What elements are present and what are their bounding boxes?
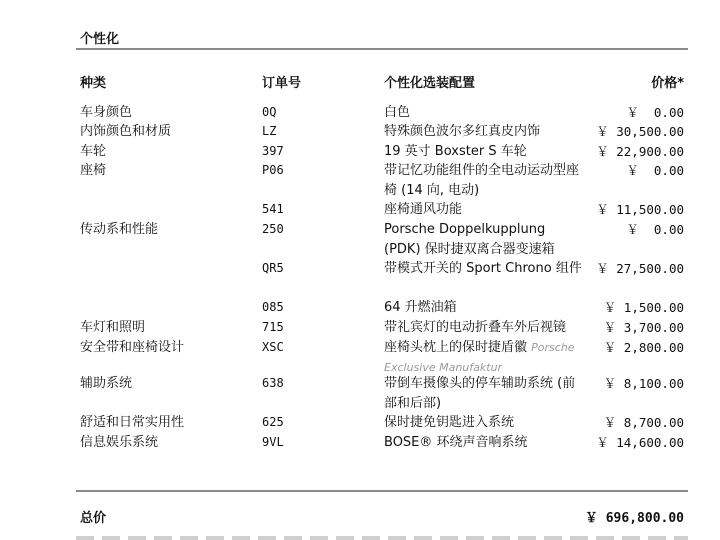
row-price: ￥ 22,900.00 [596,144,684,159]
row-order-number: XSC [262,340,284,354]
header-category: 种类 [80,76,107,91]
row-config: 座椅通风功能 [384,202,463,217]
row-config: 带礼宾灯的电动折叠车外后视镜 [384,320,567,335]
row-config: 19 英寸 Boxster S 车轮 [384,144,527,159]
row-config-note: Porsche Exclusive Manufaktur [384,341,575,374]
row-category: 内饰颜色和材质 [80,124,172,139]
row-order-number: 638 [262,376,284,390]
row-config: 64 升燃油箱 [384,300,457,315]
row-price: ￥ 0.00 [626,105,684,120]
row-config: Porsche Doppelkupplung (PDK) 保时捷双离合器变速箱 [384,222,555,257]
cut-off-text-line [76,536,688,540]
row-category: 舒适和日常实用性 [80,415,185,430]
row-category: 辅助系统 [80,376,133,391]
row-order-number: 0Q [262,105,277,119]
row-order-number: P06 [262,163,284,177]
row-config: 带记忆功能组件的全电动运动型座椅 (14 向, 电动) [384,163,580,198]
row-price: ￥ 8,700.00 [603,415,684,430]
row-order-number: 250 [262,222,284,236]
header-order-number: 订单号 [262,76,302,91]
row-config: 带模式开关的 Sport Chrono 组件 [384,261,582,276]
total-value: ￥ 696,800.00 [584,511,684,526]
row-price: ￥ 2,800.00 [603,340,684,355]
row-order-number: 715 [262,320,284,334]
row-price: ￥ 3,700.00 [603,320,684,335]
row-category: 座椅 [80,163,107,178]
row-order-number: 397 [262,144,284,158]
row-config [384,338,584,377]
section-title: 个性化 [80,32,120,47]
row-category: 车轮 [80,144,107,159]
row-price: ￥ 1,500.00 [603,300,684,315]
row-category: 车灯和照明 [80,320,146,335]
row-price: ￥ 8,100.00 [603,376,684,391]
header-price: 价格* [651,76,684,91]
row-config: 白色 [384,105,411,120]
row-category: 信息娱乐系统 [80,435,159,450]
table-header [0,72,720,92]
row-price: ￥ 11,500.00 [596,202,684,217]
row-config: BOSE® 环绕声音响系统 [384,435,528,450]
total-label: 总价 [80,511,107,526]
row-order-number: 085 [262,300,284,314]
row-category: 安全带和座椅设计 [80,340,185,355]
row-config: 特殊颜色波尔多红真皮内饰 [384,124,541,139]
row-price: ￥ 0.00 [626,222,684,237]
row-order-number: 541 [262,202,284,216]
row-price: ￥ 0.00 [626,163,684,178]
bottom-divider [76,490,688,492]
row-price: ￥ 14,600.00 [596,435,684,450]
header-config: 个性化选装配置 [384,76,476,91]
row-order-number: 625 [262,415,284,429]
row-category: 车身颜色 [80,105,133,120]
row-order-number: QR5 [262,261,284,275]
row-price: ￥ 27,500.00 [596,261,684,276]
row-config-text: 座椅头枕上的保时捷盾徽 [384,340,528,355]
row-config: 带倒车摄像头的停车辅助系统 (前部和后部) [384,376,576,411]
row-category: 传动系和性能 [80,222,159,237]
row-price: ￥ 30,500.00 [596,124,684,139]
total-row [0,507,720,527]
row-order-number: LZ [262,124,277,138]
top-divider [76,48,688,50]
row-order-number: 9VL [262,435,284,449]
row-config: 保时捷免钥匙进入系统 [384,415,515,430]
